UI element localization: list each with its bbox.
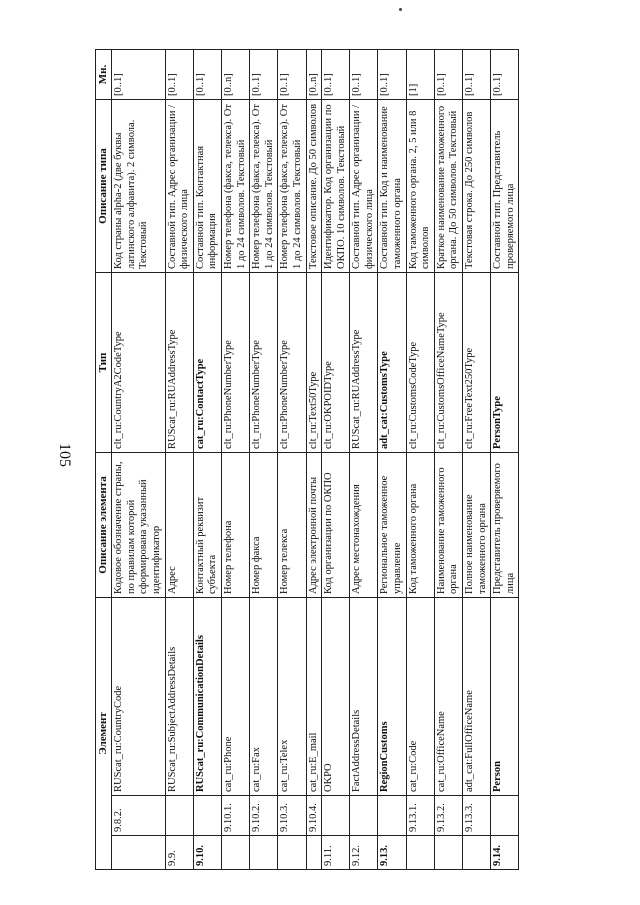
page-number: 105 (56, 443, 73, 467)
element-description: Номер факса (250, 453, 278, 598)
element-type: clt_ru:PhoneNumberType (221, 273, 249, 453)
multiplicity: [0..1] (463, 50, 491, 100)
multiplicity: [0..1] (165, 50, 193, 100)
multiplicity: [0..1] (193, 50, 221, 100)
element-description: Номер телекса (278, 453, 306, 598)
element-name: cat_ru:E_mail (306, 598, 322, 796)
header-description: Описание элемента (96, 453, 112, 598)
element-name: OKPO (322, 598, 350, 796)
multiplicity: [0..n] (221, 50, 249, 100)
element-description: Кодовое обозначение страны, по правилам которой сформирована указанный идентификатор (112, 453, 165, 598)
element-type: cat_ru:ContactType (193, 273, 221, 453)
table-row (306, 50, 322, 870)
table-row (406, 50, 434, 870)
element-name: FactAddressDetails (350, 598, 378, 796)
table-row (250, 50, 278, 870)
element-spec-table (95, 49, 519, 870)
element-type: clt_ru:CustomsCodeType (406, 273, 434, 453)
scan-dot (399, 8, 402, 11)
element-type: PersonType (491, 273, 519, 453)
row-number-level2: 9.13.2. (434, 796, 462, 836)
row-number-level1 (221, 836, 249, 870)
row-number-level1 (278, 836, 306, 870)
element-name: RUScat_ru:CountryCode (112, 598, 165, 796)
row-number-level1 (406, 836, 434, 870)
multiplicity: [1] (406, 50, 434, 100)
multiplicity: [0..1] (250, 50, 278, 100)
row-number-level2: 9.10.4. (306, 796, 322, 836)
element-description: Полное наименование таможенного органа (463, 453, 491, 598)
element-type: RUScat_ru:RUAddressType (165, 273, 193, 453)
element-name: cat_ru:Telex (278, 598, 306, 796)
element-description: Представитель проверяемого лица (491, 453, 519, 598)
type-description: Текстовая строка. До 250 символов (463, 100, 491, 273)
row-number-level1 (250, 836, 278, 870)
table-row (350, 50, 378, 870)
element-type: clt_ru:CustomsOfficeNameType (434, 273, 462, 453)
multiplicity: [0..1] (278, 50, 306, 100)
rotated-table-container (95, 50, 575, 870)
element-description: Адрес местонахождения (350, 453, 378, 598)
multiplicity: [0..1] (112, 50, 165, 100)
header-type: Тип (96, 273, 112, 453)
row-number-level1 (112, 836, 165, 870)
element-name: RUScat_ru:SubjectAddressDetails (165, 598, 193, 796)
element-type: clt_ru:Text50Type (306, 273, 322, 453)
row-number-level2 (193, 796, 221, 836)
element-type: clt_ru:FreeText250Type (463, 273, 491, 453)
element-name: Person (491, 598, 519, 796)
header-element: Элемент (96, 598, 112, 870)
multiplicity: [0..1] (434, 50, 462, 100)
row-number-level2 (165, 796, 193, 836)
multiplicity: [0..1] (378, 50, 406, 100)
table-row (165, 50, 193, 870)
row-number-level1: 9.11. (322, 836, 350, 870)
element-description: Номер телефона (221, 453, 249, 598)
row-number-level2 (350, 796, 378, 836)
table-row (221, 50, 249, 870)
element-description: Региональное таможенное управление (378, 453, 406, 598)
element-name: RegionCustoms (378, 598, 406, 796)
element-description: Контактный реквизит субъекта (193, 453, 221, 598)
element-name: cat_ru:Code (406, 598, 434, 796)
multiplicity: [0..1] (322, 50, 350, 100)
table-row (193, 50, 221, 870)
type-description: Код таможенного органа. 2, 5 или 8 символов (406, 100, 434, 273)
type-description: Составной тип. Контактная информация (193, 100, 221, 273)
header-type-description: Описание типа (96, 100, 112, 273)
element-description: Код таможенного органа (406, 453, 434, 598)
element-type: clt_ru:PhoneNumberType (250, 273, 278, 453)
row-number-level2: 9.10.2. (250, 796, 278, 836)
type-description: Составной тип. Код и наименование таможенного органа (378, 100, 406, 273)
element-name: RUScat_ru:CommunicationDetails (193, 598, 221, 796)
row-number-level2: 9.10.1. (221, 796, 249, 836)
row-number-level1: 9.14. (491, 836, 519, 870)
row-number-level1: 9.10. (193, 836, 221, 870)
table-row (491, 50, 519, 870)
element-name: cat_ru:Phone (221, 598, 249, 796)
type-description: Номер телефона (факса, телекса). От 1 до 24 символов. Текстовый (278, 100, 306, 273)
type-description: Составной тип. Адрес организации / физического лица (350, 100, 378, 273)
element-name: adt_cat:FullOfficeName (463, 598, 491, 796)
table-row (278, 50, 306, 870)
row-number-level2: 9.10.3. (278, 796, 306, 836)
row-number-level2 (322, 796, 350, 836)
row-number-level2: 9.13.1. (406, 796, 434, 836)
multiplicity: [0..1] (350, 50, 378, 100)
type-description: Составной тип. Представитель проверяемого лица (491, 100, 519, 273)
multiplicity: [0..1] (491, 50, 519, 100)
table-row (112, 50, 165, 870)
table-header-row (96, 50, 112, 870)
multiplicity: [0..n] (306, 50, 322, 100)
element-type: clt_ru:CountryA2CodeType (112, 273, 165, 453)
element-type: adt_cat:CustomsType (378, 273, 406, 453)
type-description: Текстовое описание. До 50 символов (306, 100, 322, 273)
row-number-level1: 9.13. (378, 836, 406, 870)
element-type: clt_ru:OKPOIDType (322, 273, 350, 453)
type-description: Краткое наименование таможенного органа. До 50 символов. Текстовый (434, 100, 462, 273)
element-description: Наименование таможенного органа (434, 453, 462, 598)
table-row (378, 50, 406, 870)
type-description: Номер телефона (факса, телекса). От 1 до 24 символов. Текстовый (250, 100, 278, 273)
element-type: clt_ru:PhoneNumberType (278, 273, 306, 453)
type-description: Идентификатор. Код организации по ОКПО. 10 символов. Текстовый (322, 100, 350, 273)
row-number-level1 (463, 836, 491, 870)
row-number-level2 (491, 796, 519, 836)
element-description: Адрес (165, 453, 193, 598)
table-row (322, 50, 350, 870)
row-number-level2: 9.8.2. (112, 796, 165, 836)
row-number-level2 (378, 796, 406, 836)
table-row (463, 50, 491, 870)
element-name: cat_ru:Fax (250, 598, 278, 796)
element-name: cat_ru:OfficeName (434, 598, 462, 796)
row-number-level1: 9.12. (350, 836, 378, 870)
element-type: RUScat_ru:RUAddressType (350, 273, 378, 453)
type-description: Составной тип. Адрес организации / физического лица (165, 100, 193, 273)
element-description: Адрес электронной почты (306, 453, 322, 598)
table-row (434, 50, 462, 870)
row-number-level2: 9.13.3. (463, 796, 491, 836)
element-description: Код организации по ОКПО (322, 453, 350, 598)
type-description: Код страны alpha-2 (две буквы латинского алфавита). 2 символа. Текстовый (112, 100, 165, 273)
type-description: Номер телефона (факса, телекса). От 1 до 24 символов. Текстовый (221, 100, 249, 273)
header-multiplicity: Мн. (96, 50, 112, 100)
row-number-level1 (306, 836, 322, 870)
row-number-level1: 9.9. (165, 836, 193, 870)
row-number-level1 (434, 836, 462, 870)
